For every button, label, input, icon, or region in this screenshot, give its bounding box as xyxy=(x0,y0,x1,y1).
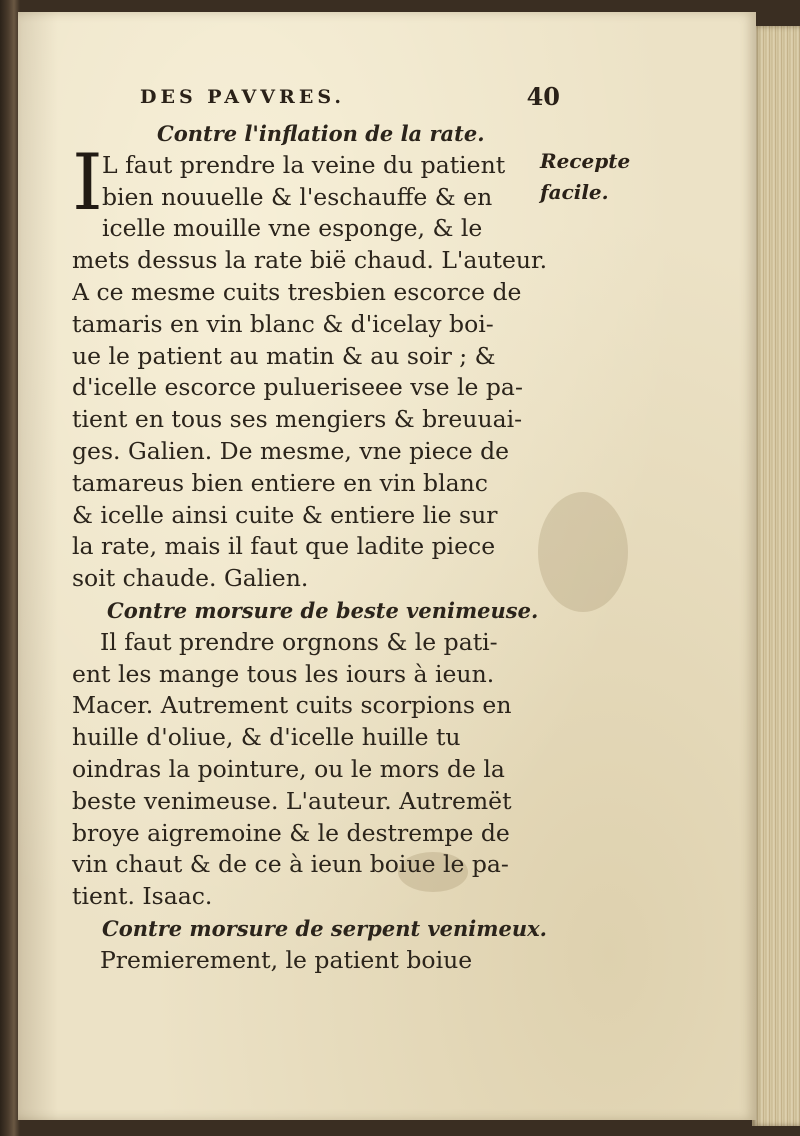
text-line: tamaris en vin blanc & d'icelay boi- xyxy=(72,309,494,338)
text-line: la rate, mais il faut que ladite piece xyxy=(72,532,496,561)
text-line: tient en tous ses mengiers & breuuai- xyxy=(72,405,523,434)
text-line: Premierement, le patient boiue xyxy=(100,945,473,974)
text-line: broye aigremoine & le destrempe de xyxy=(72,818,510,847)
text-line: ue le patient au matin & au soir ; & xyxy=(72,341,496,370)
text-line: ent les mange tous les iours à ieun. xyxy=(72,659,495,688)
section-heading: Contre morsure de beste venimeuse. xyxy=(107,597,539,623)
text-line: tamareus bien entiere en vin blanc xyxy=(72,468,488,497)
page-header xyxy=(140,82,560,116)
text-line: Macer. Autrement cuits scorpions en xyxy=(72,691,512,720)
text-line: & icelle ainsi cuite & entiere lie sur xyxy=(72,500,498,529)
page-number: 40 xyxy=(526,82,560,111)
text-line: icelle mouille vne esponge, & le xyxy=(102,214,483,243)
text-line: mets dessus la rate bië chaud. L'auteur. xyxy=(72,246,548,275)
page-edges xyxy=(752,26,800,1126)
text-line: soit chaude. Galien. xyxy=(72,564,309,593)
text-line: tient. Isaac. xyxy=(72,882,213,911)
drop-cap: I xyxy=(72,138,103,228)
marginal-note-line: facile. xyxy=(540,180,609,204)
text-line: L faut prendre la veine du patient xyxy=(102,150,506,179)
page-stain xyxy=(538,492,628,612)
section-heading: Contre morsure de serpent venimeux. xyxy=(102,915,547,941)
text-line: huille d'oliue, & d'icelle huille tu xyxy=(72,723,461,752)
text-line: vin chaut & de ce à ieun boiue le pa- xyxy=(72,850,509,879)
text-line: bien nouuelle & l'eschauffe & en xyxy=(102,182,493,211)
text-line: ges. Galien. De mesme, vne piece de xyxy=(72,436,510,465)
section-heading: Contre l'inflation de la rate. xyxy=(157,121,485,146)
running-head: DES PAVVRES. xyxy=(140,86,345,108)
body-text xyxy=(72,118,548,977)
marginal-note-line: Recepte xyxy=(540,149,631,173)
text-line: Il faut prendre orgnons & le pati- xyxy=(100,627,498,656)
text-line: oindras la pointure, ou le mors de la xyxy=(72,754,505,783)
text-line: d'icelle escorce pulueriseee vse le pa- xyxy=(72,373,523,402)
marginal-note xyxy=(540,146,630,208)
text-line: A ce mesme cuits tresbien escorce de xyxy=(72,277,522,306)
text-line: beste venimeuse. L'auteur. Autremët xyxy=(72,786,512,815)
